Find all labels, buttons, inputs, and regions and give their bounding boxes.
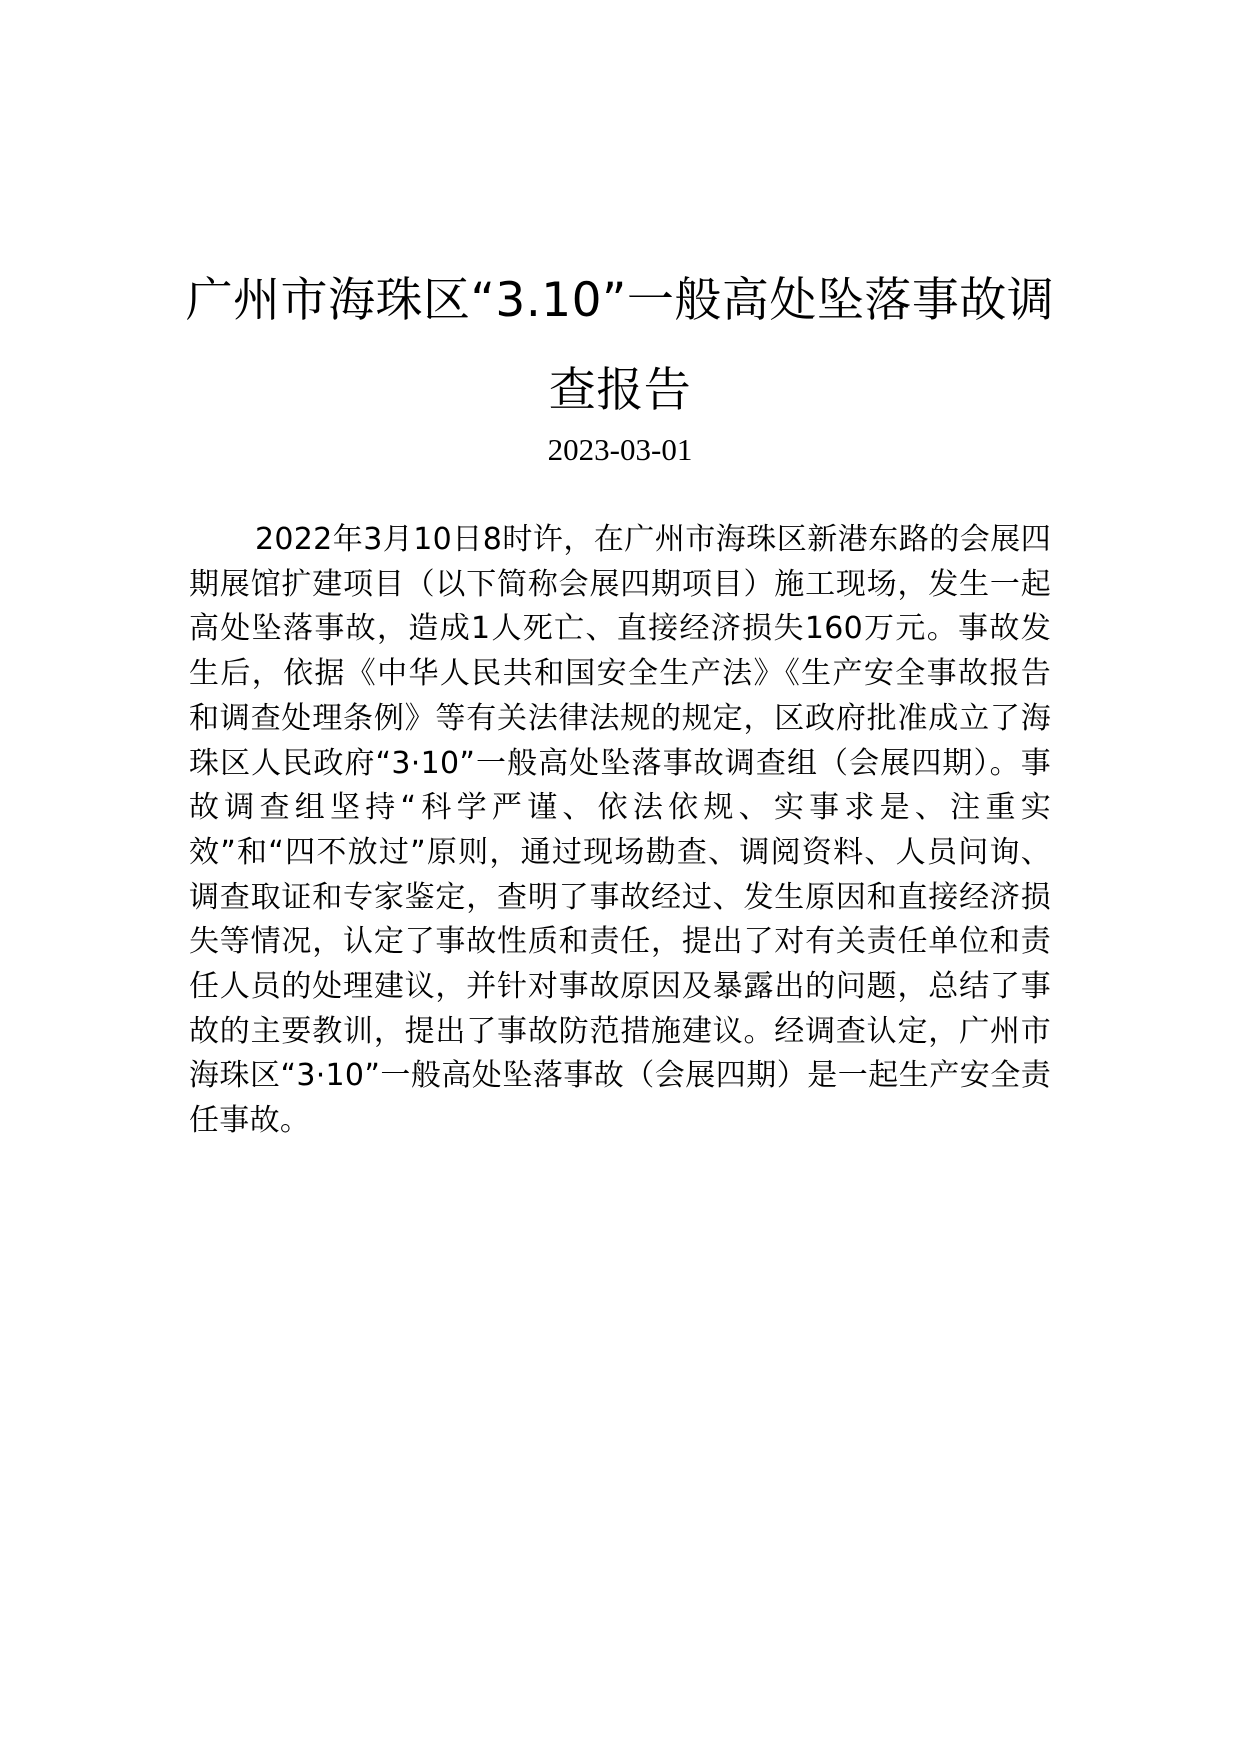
body-paragraph: 2022年3月10日8时许，在广州市海珠区新港东路的会展四期展馆扩建项目（以下简称会展四期项目）施工现场，发生一起高处坠落事故，造成1人死亡、直接经济损失160万元。事故发生后，依据《中华人民共和国安全生产法》《生产安全事故报告和调查处理条例》等有关法律法规的规定，区政府批准成立了海珠区人民政府“3·10”一般高处坠落事故调查组（会展四期）。事故调查组坚持“科学严谨、依法依规、实事求是、注重实效”和“四不放过”原则，通过现场勘查、调阅资料、人员问询、调查取证和专家鉴定，查明了事故经过、发生原因和直接经济损失等情况，认定了事故性质和责任，提出了对有关责任单位和责任人员的处理建议，并针对事故原因及暴露出的问题，总结了事故的主要教训，提出了事故防范措施建议。经调查认定，广州市海珠区“3·10”一般高处坠落事故（会展四期）是一起生产安全责任事故。 <box>189 522 1051 1139</box>
publish-date: 2023-03-01 <box>547 432 693 467</box>
document-title: 广州市海珠区“3.10”一般高处坠落事故调查报告 <box>185 273 1055 418</box>
